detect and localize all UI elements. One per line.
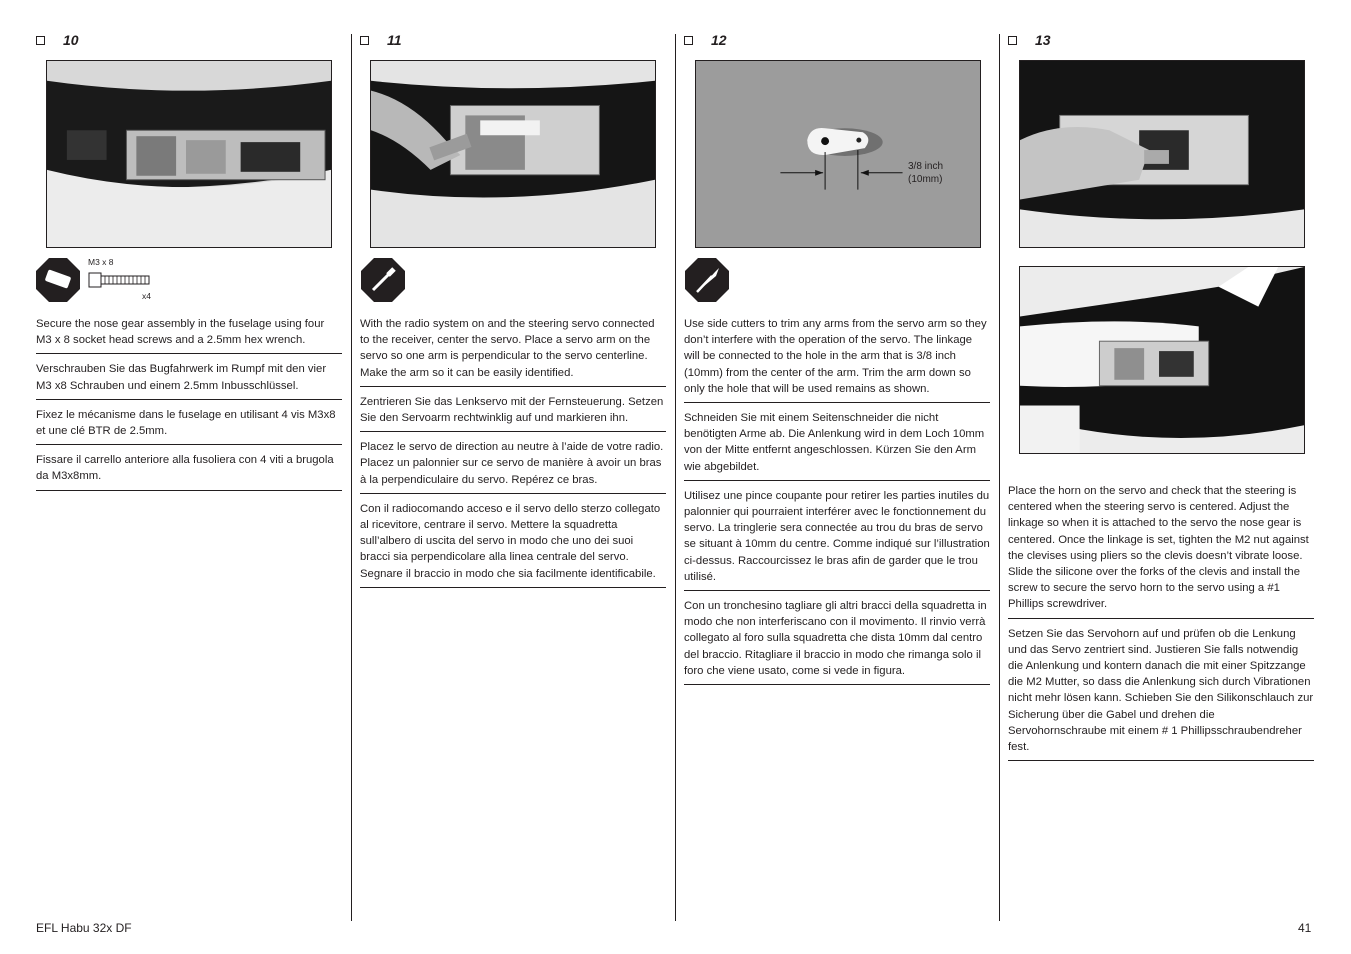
adhesive-tube-icon [36,258,80,302]
para-it: Con il radiocomando acceso e il servo dello sterzo collegato al ricevitore, centrare il servo. Mettere la squadretta sull’albero di uscita del servo in modo che uno dei suoi bracci sia perpendicolare alla linea centrale del servo. Segnare il braccio in modo che sia facilmente identificabile. [360,498,666,588]
step-13-photo-bottom [1019,266,1305,454]
column-divider [351,34,352,921]
checkbox[interactable] [360,36,369,45]
step-header [684,30,990,50]
step-13-photo-top [1019,60,1305,248]
measurement-callout: 3/8 inch (10mm) [908,161,944,185]
screw-label: M3 x 8 [88,257,114,267]
step-11 [360,30,666,50]
para-de: Setzen Sie das Servohorn auf und prüfen ob die Lenkung und das Servo zentriert sind. Justieren Sie falls notwendig die Anlenkung und kontern danach die mit einer Spitzzange die M2 Mutter, so dass die Anlenkung sich durch Vibrationen nicht mehr lösen kann. Schieben Sie den Silikonschlauch zur Sicherung über die Gabel und drehen die Servohornschraube mit einem # 1 Phillipsschraubendreher fest. [1008,623,1314,762]
footer-title: EFL Habu 32x DF [36,921,132,935]
step-12-text [684,316,990,689]
column-divider [999,34,1000,921]
para-en: Place the horn on the servo and check that the steering is centered when the steering servo is centered. Adjust the linkage so when it is attached to the servo the nose gear is centered. Once the linkage is set, tighten the M2 nut against the clevises using pliers so the clevis doesn’t vibrate loose. Slide the silicone over the forks of the clevis and install the screw to secure the servo horn to the servo using a #1 Phillips screwdriver. [1008,483,1314,619]
step-12 [684,30,990,50]
screw-icon [88,272,150,288]
para-en: Use side cutters to trim any arms from the servo arm so they don’t interfere with the operation of the servo. The linkage will be connected to the hole in the arm that is 3/8 inch (10mm) from the center of the arm. Trim the arm down so only the hole that will be used remains as shown. [684,316,990,403]
para-fr: Placez le servo de direction au neutre à l’aide de votre radio. Placez un palonnier sur ce servo de manière à avoir un bras à la perpendiculaire du servo. Repérez ce bras. [360,436,666,494]
side-cutter-icon [685,258,729,302]
step-number: 11 [387,32,402,48]
para-de: Verschrauben Sie das Bugfahrwerk im Rumpf mit den vier M3 x8 Schrauben und einem 2.5mm Inbusschlüssel. [36,358,342,399]
checkbox[interactable] [684,36,693,45]
para-fr: Fixez le mécanisme dans le fuselage en utilisant 4 vis M3x8 et une clé BTR de 2.5mm. [36,404,342,445]
checkbox[interactable] [1008,36,1017,45]
step-10-photo [46,60,332,248]
step-number: 10 [63,32,79,48]
column-divider [675,34,676,921]
step-13 [1008,30,1314,50]
screwdriver-icon [361,258,405,302]
step-12-photo [695,60,981,248]
page-number: 41 [1298,921,1312,935]
step-11-photo [370,60,656,248]
step-10-text [36,316,342,495]
para-en: With the radio system on and the steering servo connected to the receiver, center the servo. Place a servo arm on the servo so one arm is perpendicular to the servo centerline. Make the arm so it can be easily identified. [360,316,666,387]
para-fr: Utilisez une pince coupante pour retirer les parties inutiles du palonnier qui pourraient interférer avec le fonctionnement du servo. La tringlerie sera connectée au trou du bras de servo se situant à 10mm du centre. Comme indiqué sur l’illustration ci-dessus. Raccourcissez le bras afin de garder que le trou utilisé. [684,485,990,591]
step-11-text [360,316,666,592]
screw-qty: x4 [142,291,151,301]
para-de: Schneiden Sie mit einem Seitenschneider die nicht benötigten Arme ab. Die Anlenkung wird in dem Loch 10mm von der Mitte entfernt angeschlossen. Kürzen Sie den Arm wie abgebildet. [684,407,990,481]
step-header [360,30,666,50]
step-header [36,30,342,50]
para-de: Zentrieren Sie das Lenkservo mit der Fernsteuerung. Setzen Sie den Servoarm rechtwinklig auf und markieren ihn. [360,391,666,432]
step-10 [36,30,342,50]
para-en: Secure the nose gear assembly in the fuselage using four M3 x 8 socket head screws and a 2.5mm hex wrench. [36,316,342,354]
step-header [1008,30,1314,50]
checkbox[interactable] [36,36,45,45]
step-number: 12 [711,32,727,48]
step-number: 13 [1035,32,1051,48]
para-it: Fissare il carrello anteriore alla fusoliera con 4 viti a brugola da M3x8mm. [36,449,342,490]
step-13-text [1008,483,1314,765]
para-it: Con un tronchesino tagliare gli altri bracci della squadretta in modo che non interferiscano con il movimento. Il rinvio verrà collegato al foro sulla squadretta che dista 10mm dal centro del braccio. Ritagliare il braccio in modo che rimanga solo il foro che viene usato, come si vede in figura. [684,595,990,685]
